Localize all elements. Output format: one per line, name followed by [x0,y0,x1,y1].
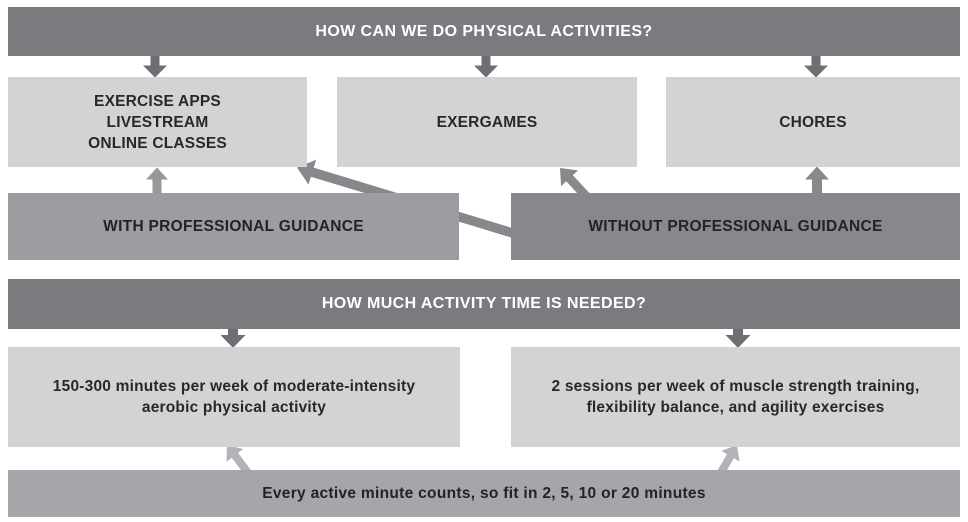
down-arrow-icon [804,54,828,78]
box-strength-sessions [511,347,960,447]
box-line: WITHOUT PROFESSIONAL GUIDANCE [588,217,883,235]
down-arrow-icon [474,54,498,78]
box-line: CHORES [779,113,847,131]
box-line: 2 sessions per week of muscle strength training, [551,378,920,395]
down-arrow-icon [143,54,167,78]
box-with-professional-guidance [8,193,459,260]
box-aerobic-activity-minutes [8,347,460,447]
down-arrow-icon [221,327,246,348]
box-line: LIVESTREAM [106,113,209,131]
box-exergames [337,77,637,167]
box-line: EXERGAMES [436,113,538,131]
banner-how-much-activity-time-is-needed [8,279,960,329]
box-chores [666,77,960,167]
box-line: aerobic physical activity [141,399,327,416]
box-line: EXERCISE APPS [94,92,221,110]
box-exercise-apps-livestream-online-classes [8,77,307,167]
banner-title: HOW CAN WE DO PHYSICAL ACTIVITIES? [315,22,653,40]
up-arrow-icon [146,168,168,197]
box-without-professional-guidance [511,193,960,260]
banner-title: HOW MUCH ACTIVITY TIME IS NEEDED? [321,295,647,312]
box-line: WITH PROFESSIONAL GUIDANCE [103,217,364,235]
box-line: Every active minute counts, so fit in 2, 5, 10 or 20 minutes [262,484,706,502]
box-every-active-minute-counts [8,470,960,517]
banner-how-can-we-do-physical-activities [8,7,960,56]
box-line: ONLINE CLASSES [88,134,227,152]
up-arrow-icon [805,167,829,197]
box-line: 150-300 minutes per week of moderate-intensity [52,378,416,395]
box-line: flexibility balance, and agility exercises [586,399,885,416]
down-arrow-icon [726,327,751,348]
